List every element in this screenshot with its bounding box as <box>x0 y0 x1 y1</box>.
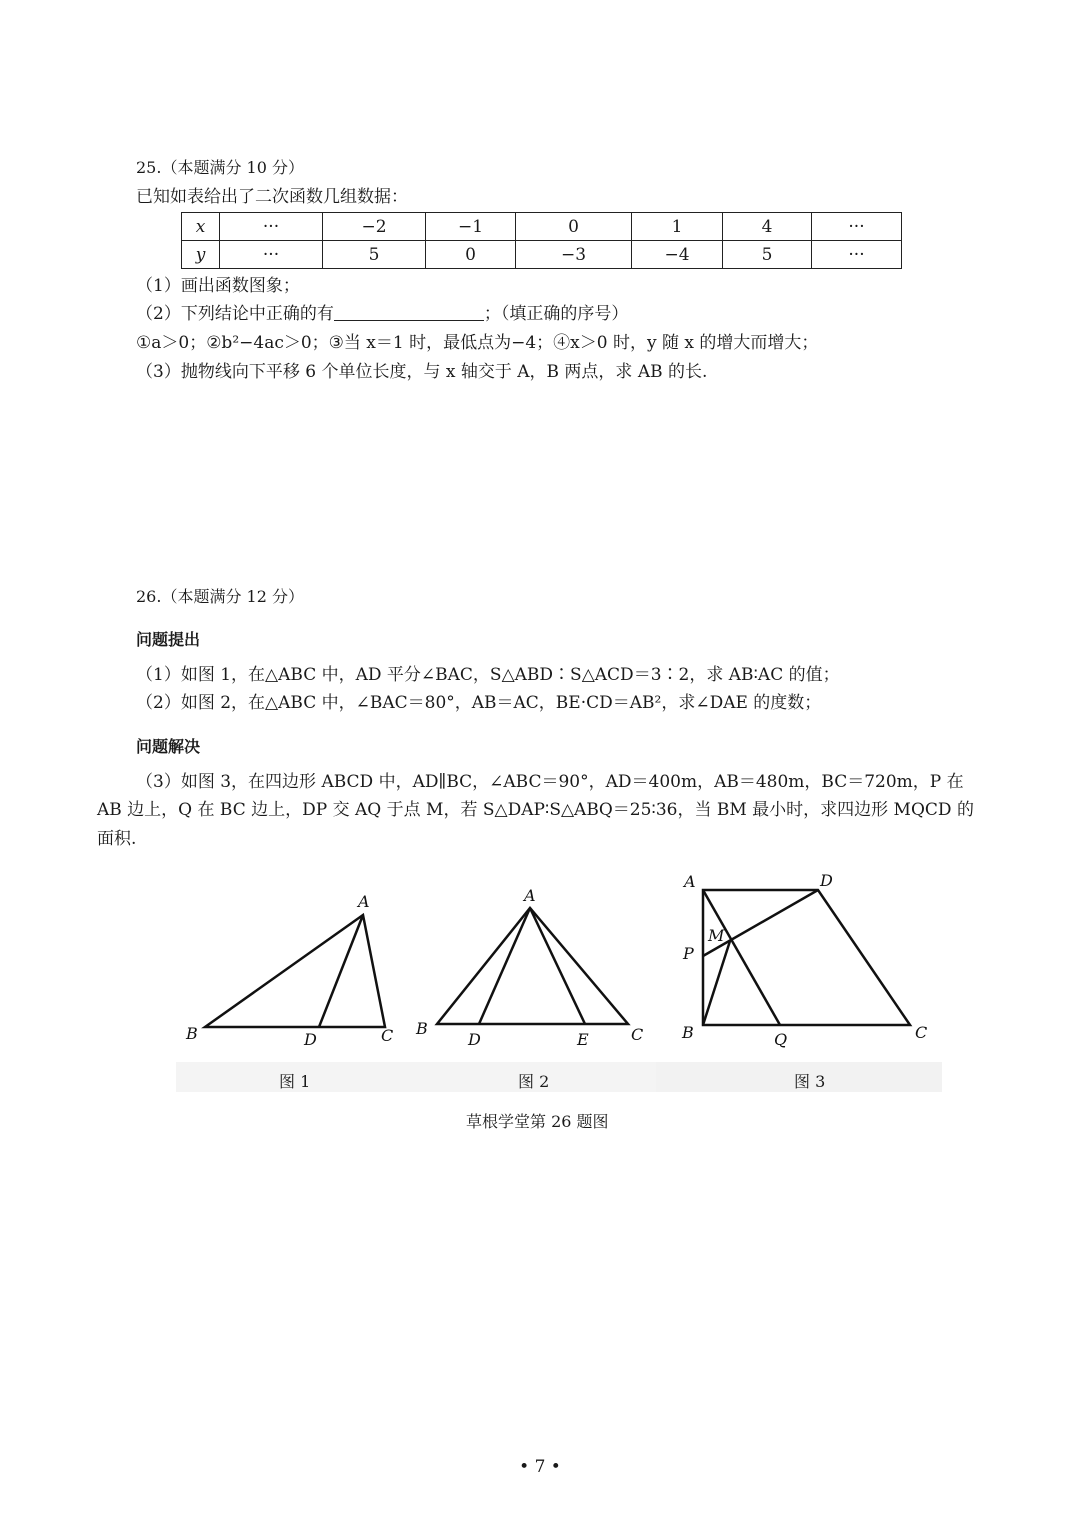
fig1-caption: 图 1 <box>279 1072 311 1091</box>
q25-part3: （3）抛物线向下平移 6 个单位长度，与 x 轴交于 A，B 两点，求 AB 的长. <box>136 362 708 382</box>
table-cell: ··· <box>812 241 902 269</box>
q25-intro: 已知如表给出了二次函数几组数据： <box>136 187 408 207</box>
fig3-label-d: D <box>820 871 833 890</box>
values-table <box>181 212 902 269</box>
q25-part2 <box>136 303 628 325</box>
fig2-label-d: D <box>468 1030 481 1049</box>
q25-part1: （1）画出函数图象； <box>136 276 300 296</box>
fig3-label-m: M <box>708 926 725 945</box>
table-row-y <box>182 241 902 269</box>
table-cell: ··· <box>812 213 902 241</box>
fig1-label-b: B <box>186 1024 198 1043</box>
fig3-label-q: Q <box>774 1030 788 1049</box>
fig2-label-b: B <box>416 1019 428 1038</box>
table-cell: ··· <box>220 213 323 241</box>
table-cell: 1 <box>632 213 723 241</box>
answer-blank <box>334 304 484 321</box>
table-cell: 4 <box>723 213 812 241</box>
fig1-label-d: D <box>304 1030 317 1049</box>
q26-part3-line1: （3）如图 3，在四边形 ABCD 中，AD∥BC，∠ABC＝90°，AD＝400m，AB＝480m，BC＝720m，P 在 <box>136 772 964 792</box>
section-title-solution: 问题解决 <box>136 737 201 756</box>
table-cell: −1 <box>426 213 516 241</box>
section-title-problem: 问题提出 <box>136 630 201 649</box>
table-cell: −4 <box>632 241 723 269</box>
table-cell: ··· <box>220 241 323 269</box>
fig1-label-c: C <box>381 1026 394 1045</box>
page-number: • 7 • <box>519 1457 561 1477</box>
geometry-figures <box>170 868 950 1100</box>
figure-2 <box>437 908 628 1024</box>
fig3-label-a: A <box>684 872 696 891</box>
x-header-cell: x <box>182 213 220 241</box>
q26-part2: （2）如图 2，在△ABC 中，∠BAC＝80°，AB＝AC，BE·CD＝AB²，求∠DAE 的度数； <box>136 693 822 713</box>
table-cell: 5 <box>723 241 812 269</box>
table-cell: 5 <box>323 241 426 269</box>
q25-part2-prefix: （2）下列结论中正确的有 <box>136 304 334 324</box>
q26-part3-line2: AB 边上，Q 在 BC 边上，DP 交 AQ 于点 M，若 S△DAP∶S△ABQ＝25∶36，当 BM 最小时，求四边形 MQCD 的 <box>97 800 974 820</box>
fig2-label-e: E <box>577 1030 589 1049</box>
fig3-label-b: B <box>682 1023 694 1042</box>
figure-3 <box>703 890 910 1025</box>
fig3-caption: 图 3 <box>794 1072 826 1091</box>
table-cell: 0 <box>516 213 632 241</box>
q26-part1: （1）如图 1，在△ABC 中，AD 平分∠BAC，S△ABD∶S△ACD＝3∶2，求 AB∶AC 的值； <box>136 665 840 685</box>
fig3-label-p: P <box>683 944 694 963</box>
figures-footer-caption: 草根学堂第 26 题图 <box>466 1112 609 1131</box>
fig2-caption: 图 2 <box>518 1072 550 1091</box>
figure-1 <box>205 915 385 1027</box>
q25-options: ①a＞0；②b²−4ac＞0；③当 x＝1 时，最低点为−4；④x＞0 时，y 随 x 的增大而增大； <box>136 333 819 353</box>
q26-part3-line3: 面积. <box>97 829 137 849</box>
table-row-x <box>182 213 902 241</box>
q25-part2-suffix: ；（填正确的序号） <box>483 304 629 324</box>
fig3-label-c: C <box>915 1023 928 1042</box>
y-header-cell: y <box>182 241 220 269</box>
fig1-label-a: A <box>358 892 370 911</box>
fig2-label-a: A <box>524 886 536 905</box>
fig2-label-c: C <box>631 1025 644 1044</box>
q26-header: 26.（本题满分 12 分） <box>136 587 304 606</box>
table-cell: −2 <box>323 213 426 241</box>
q25-header: 25.（本题满分 10 分） <box>136 158 304 177</box>
table-cell: 0 <box>426 241 516 269</box>
table-cell: −3 <box>516 241 632 269</box>
